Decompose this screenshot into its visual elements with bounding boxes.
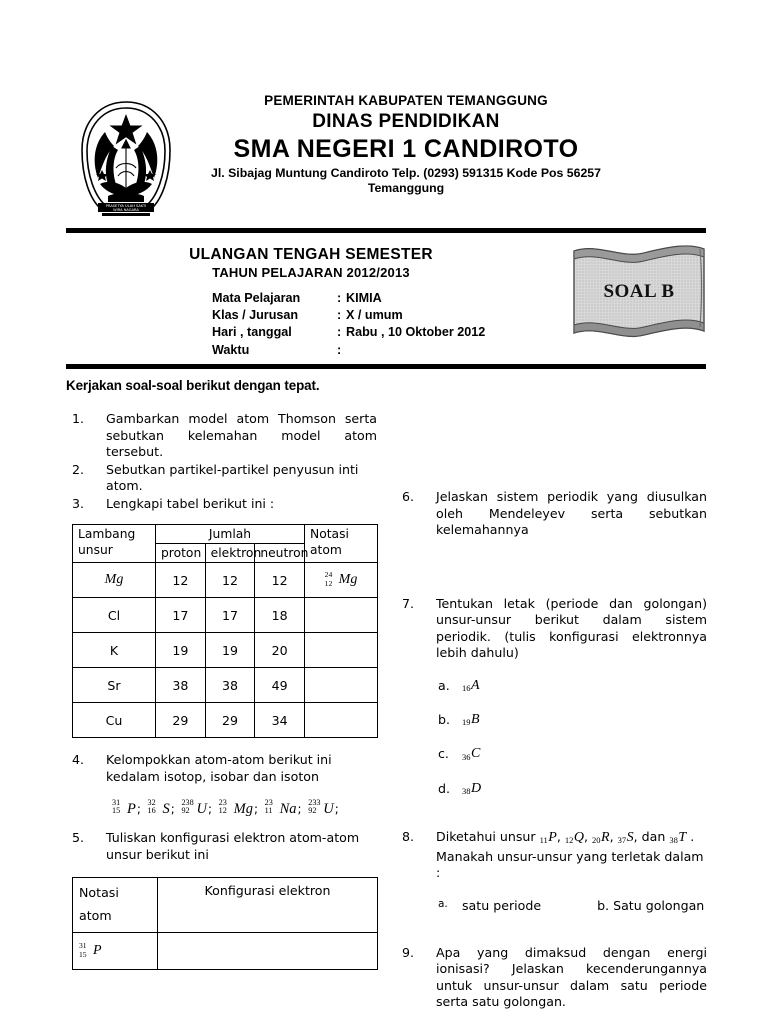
atomic-number: 92 [181, 806, 190, 815]
element-symbol: S [162, 801, 170, 817]
cell-neutron: 34 [255, 703, 305, 738]
question-number: 8. [402, 829, 415, 844]
mass-number: 31 [79, 940, 87, 950]
questions-column-left [72, 411, 377, 970]
question-number: 3. [72, 495, 85, 511]
element-symbol: Q [573, 830, 585, 845]
header-divider-bottom [66, 364, 706, 369]
atomic-number: 37 [617, 835, 627, 846]
atomic-number: 12 [324, 578, 333, 588]
element-symbol: C [471, 746, 481, 762]
separator: ; [170, 802, 175, 816]
letterhead [66, 0, 706, 220]
table-header-row-1 [73, 525, 378, 544]
atomic-number: 92 [308, 806, 317, 815]
atomic-number: 12 [218, 806, 227, 815]
question-text: Gambarkan model atom Thomson serta sebutkan kelemahan model atom tersebut. [106, 411, 377, 459]
meta-separator: : [337, 308, 342, 323]
cell-proton: 38 [156, 668, 206, 703]
atomic-number: 11 [539, 835, 548, 846]
question-number: 2. [72, 461, 85, 477]
option-b-text: b. Satu golongan [597, 897, 705, 913]
konfigurasi-elektron-table [72, 877, 378, 970]
separator: , [556, 829, 561, 844]
element-symbol: Mg [233, 801, 253, 817]
header-elektron: elektron [205, 544, 255, 563]
atom-particle-table [72, 524, 378, 738]
cell-elektron: 12 [205, 563, 255, 598]
item-letter: c. [438, 746, 449, 762]
question-number: 5. [72, 830, 85, 845]
meta-separator: : [337, 342, 342, 357]
question-text: Jelaskan sistem periodik yang diusulkan oleh Mendeleyev serta sebutkan kelemahannya [436, 489, 707, 537]
atomic-number: 15 [79, 949, 87, 959]
header-lambang-unsur: Lambang unsur [73, 525, 156, 563]
atomic-number: 16 [147, 806, 156, 815]
cell-symbol: Cu [73, 703, 156, 738]
question-text: Apa yang dimaksud dengan energi ionisasi? Jelaskan kecenderungannya untuk unsur-unsur dalam satu periode serta satu golongan. [436, 944, 707, 1010]
svg-text:WIRA NAGARA: WIRA NAGARA [113, 208, 139, 212]
table-row [73, 598, 378, 633]
cell-neutron: 20 [255, 633, 305, 668]
cell-proton: 29 [156, 703, 206, 738]
questions-column-right [402, 411, 707, 1012]
item-notation [462, 781, 481, 799]
page-content [66, 0, 707, 1010]
question-3 [72, 496, 377, 513]
question-7 [402, 596, 707, 662]
question-7-item-b [438, 712, 707, 730]
mass-number: 32 [147, 798, 156, 807]
element-symbol: T [678, 830, 687, 845]
school-logo [72, 96, 180, 218]
header-proton: proton [156, 544, 206, 563]
meta-label: Mata Pelajaran [212, 291, 301, 305]
separator: , [633, 829, 638, 844]
meta-value: KIMIA [346, 291, 382, 305]
element-symbol: P [548, 830, 557, 845]
item-notation [462, 712, 480, 730]
question-lead: Diketahui unsur [436, 829, 536, 844]
separator: ; [297, 802, 302, 816]
element-symbol: U [196, 801, 207, 817]
item-letter: a. [438, 677, 450, 693]
question-number: 7. [402, 595, 415, 611]
cell-symbol: Sr [73, 668, 156, 703]
question-7-item-c [438, 746, 707, 764]
cell-notasi[interactable] [305, 633, 378, 668]
atomic-number: 36 [462, 751, 471, 762]
mass-number: 23 [264, 798, 273, 807]
question-number: 4. [72, 752, 85, 767]
mass-number: 238 [181, 798, 194, 807]
question-conjunction: dan [641, 829, 666, 844]
exam-subtitle: TAHUN PELAJARAN 2012/2013 [212, 265, 410, 280]
question-text: Kelompokkan atom-atom berikut ini kedalam isotop, isobar dan isoton [106, 752, 332, 784]
table-row [73, 668, 378, 703]
question-number: 1. [72, 411, 85, 426]
cell-notasi[interactable] [305, 703, 378, 738]
separator: , [584, 829, 589, 844]
question-7-item-a [438, 678, 707, 696]
header-neutron: neutron [255, 544, 305, 563]
department-line: DINAS PENDIDIKAN [312, 111, 500, 132]
atomic-number: 19 [462, 717, 471, 728]
item-notation [462, 678, 480, 696]
table-row [73, 633, 378, 668]
separator: ; [207, 802, 212, 816]
cell-notasi [305, 563, 378, 598]
question-text [436, 829, 707, 882]
cell-proton: 12 [156, 563, 206, 598]
question-8 [402, 829, 707, 882]
atomic-number: 38 [669, 835, 678, 846]
cell-neutron: 49 [255, 668, 305, 703]
meta-separator: : [337, 325, 342, 340]
meta-label: Hari , tanggal [212, 325, 292, 340]
meta-label: Klas / Jurusan [212, 308, 299, 323]
question-text: Lengkapi tabel berikut ini : [106, 495, 275, 511]
question-tail: . Manakah unsur-unsur yang terletak dalam : [436, 829, 704, 881]
cell-notasi[interactable] [305, 668, 378, 703]
cell-neutron: 18 [255, 598, 305, 633]
government-line: PEMERINTAH KABUPATEN TEMANGGUNG [264, 93, 548, 108]
item-letter: d. [438, 780, 450, 796]
question-7-item-d [438, 781, 707, 799]
isotope-list [112, 798, 377, 818]
exam-instruction: Kerjakan soal-soal berikut dengan tepat. [66, 378, 320, 393]
cell-symbol: K [73, 633, 156, 668]
mass-number: 24 [324, 569, 333, 579]
meta-label: Waktu [212, 342, 250, 357]
mass-number: 23 [218, 798, 227, 807]
atomic-number: 20 [592, 835, 601, 846]
element-symbol: D [471, 780, 482, 796]
meta-value: Rabu , 10 Oktober 2012 [346, 325, 486, 340]
cell-elektron: 38 [205, 668, 255, 703]
element-symbol: U [323, 801, 334, 817]
question-8-options [438, 898, 707, 913]
atomic-number: 15 [112, 806, 121, 815]
school-address: Jl. Sibajag Muntung Candiroto Telp. (0293) 591315 Kode Pos 56257 [211, 166, 601, 180]
table-header-row [73, 878, 378, 933]
cell-proton: 17 [156, 598, 206, 633]
question-4 [72, 752, 377, 785]
item-letter: b. [438, 711, 450, 727]
table-row [73, 563, 378, 598]
element-notation [618, 830, 634, 845]
separator: ; [253, 802, 258, 816]
exam-header-block [66, 233, 706, 355]
soal-banner-label: SOAL B [603, 281, 675, 302]
table-row [73, 703, 378, 738]
option-a-text: satu periode [462, 897, 542, 913]
cell-konfigurasi[interactable] [158, 933, 378, 970]
mass-number: 31 [112, 798, 121, 807]
element-notation [592, 830, 610, 845]
cell-elektron: 19 [205, 633, 255, 668]
atomic-number: 12 [564, 835, 574, 846]
question-text: Tentukan letak (periode dan golongan) unsur-unsur berikut dalam sistem periodik. (tulis konfigurasi elektronnya lebih dahulu) [436, 595, 707, 660]
item-notation [462, 746, 480, 764]
question-1 [72, 411, 377, 461]
separator: ; [334, 802, 339, 816]
element-symbol: R [601, 830, 610, 845]
question-number: 9. [402, 944, 415, 960]
element-notation [540, 830, 557, 845]
question-text: Sebutkan partikel-partikel penyusun inti atom. [106, 461, 359, 493]
element-symbol: B [471, 711, 480, 727]
element-symbol: Mg [338, 572, 358, 588]
atomic-number: 38 [462, 786, 471, 796]
question-9 [402, 945, 707, 1011]
separator: ; [136, 802, 141, 816]
atomic-number: 11 [264, 806, 273, 815]
cell-notasi [73, 933, 158, 970]
option-a-letter: a. [438, 897, 448, 910]
cell-elektron: 17 [205, 598, 255, 633]
cell-neutron: 12 [255, 563, 305, 598]
soal-banner [564, 241, 714, 345]
header-jumlah: Jumlah [156, 525, 305, 544]
element-symbol: A [471, 677, 480, 693]
atomic-number: 16 [462, 682, 471, 693]
cell-symbol: Mg [73, 563, 156, 598]
meta-value: X / umum [346, 308, 403, 323]
meta-separator: : [337, 291, 342, 305]
table-row [73, 933, 378, 970]
question-number: 6. [402, 489, 415, 504]
header-konfigurasi-elektron: Konfigurasi elektron [158, 878, 378, 933]
cell-elektron: 29 [205, 703, 255, 738]
question-5 [72, 830, 377, 863]
cell-proton: 19 [156, 633, 206, 668]
cell-notasi[interactable] [305, 598, 378, 633]
cell-symbol: Cl [73, 598, 156, 633]
element-notation [565, 830, 584, 845]
exam-title: ULANGAN TENGAH SEMESTER [189, 246, 433, 263]
element-symbol: P [127, 801, 136, 817]
separator: , [609, 829, 614, 844]
element-symbol: S [626, 830, 634, 845]
school-city: Temanggung [367, 181, 445, 195]
header-notasi-atom: Notasi atom [73, 878, 158, 933]
header-notasi-atom: Notasi atom [305, 525, 378, 563]
element-symbol: Na [279, 801, 297, 817]
question-2 [72, 462, 377, 495]
element-symbol: P [93, 943, 102, 959]
mass-number: 233 [308, 798, 321, 807]
question-text: Tuliskan konfigurasi elektron atom-atom unsur berikut ini [106, 830, 360, 862]
school-name: SMA NEGERI 1 CANDIROTO [233, 135, 579, 163]
element-notation [669, 830, 686, 845]
question-6 [402, 489, 707, 539]
svg-text:PRASETYA ULAH SAKTI: PRASETYA ULAH SAKTI [105, 204, 147, 208]
